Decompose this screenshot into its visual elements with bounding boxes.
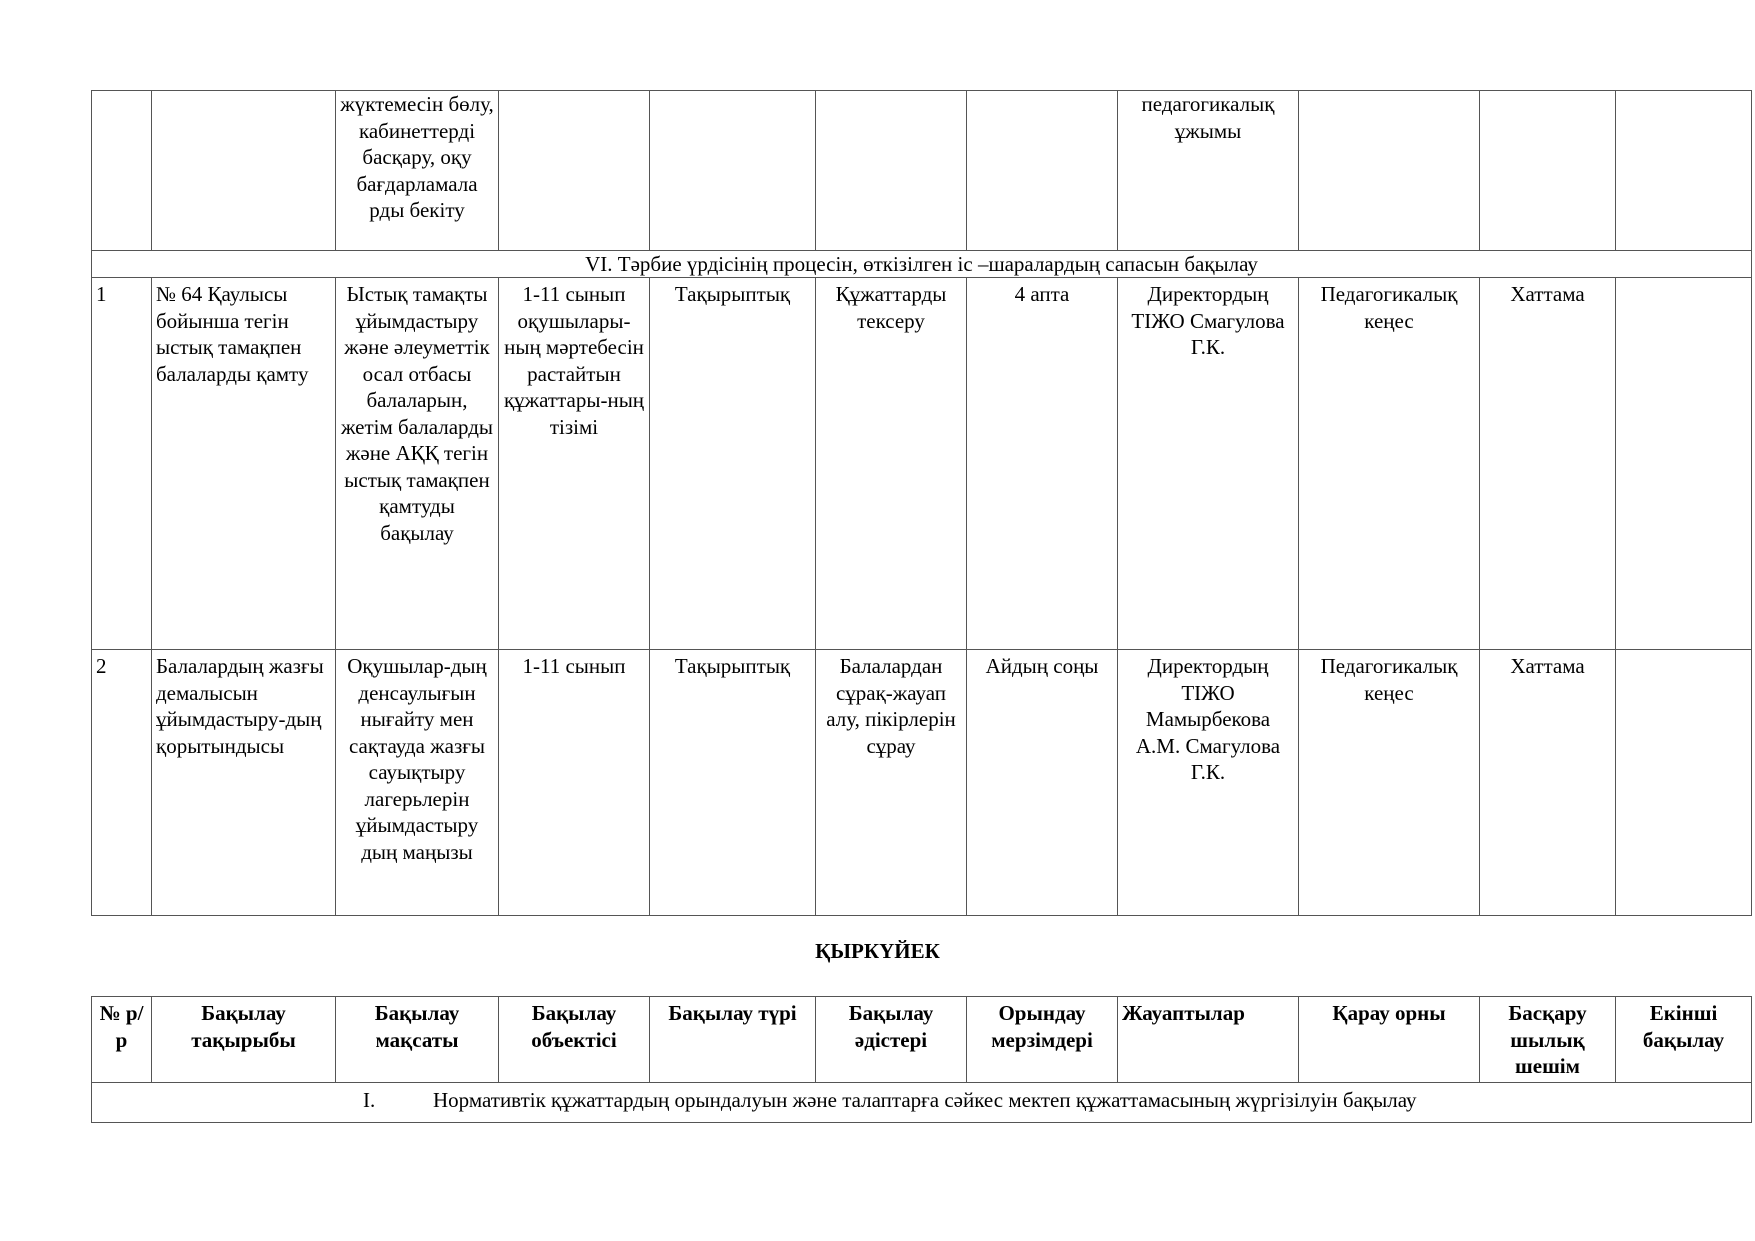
section-row: [92, 1083, 1752, 1123]
cell-methods: Құжаттарды тексеру: [816, 278, 967, 650]
table-row: [92, 650, 1752, 916]
cell-object: 1-11 сынып: [499, 650, 650, 916]
header-type: Бақылау түрі: [650, 997, 816, 1083]
cell-deadline: 4 апта: [967, 278, 1118, 650]
header-row: [92, 997, 1752, 1083]
cell-second: [1616, 650, 1752, 916]
header-place: Қарау орны: [1299, 997, 1480, 1083]
cell-num: 1: [92, 278, 152, 650]
section-text: Нормативтік құжаттардың орындалуын және талаптарға сәйкес мектеп құжаттамасының жүргізілуін бақылау: [433, 1088, 1417, 1112]
section-title: [92, 1083, 1752, 1123]
cell-methods: Балалардан сұрақ-жауап алу, пікірлерін сұрау: [816, 650, 967, 916]
month-title: ҚЫРКҮЙЕК: [815, 939, 940, 963]
cell-topic: № 64 Қаулысы бойынша тегін ыстық тамақпен балаларды қамту: [152, 278, 336, 650]
cell-purpose: Оқушылар-дың денсаулығын нығайту мен сақтауда жазғы сауықтыру лагерьлерін ұйымдастыру дың маңызы: [336, 650, 499, 916]
cell-second: [1616, 278, 1752, 650]
section-row: [92, 251, 1752, 278]
cell-num: [92, 91, 152, 251]
cell-place: [1299, 91, 1480, 251]
section-title: VI. Тәрбие үрдісінің процесін, өткізілген іс –шаралардың сапасын бақылау: [92, 251, 1752, 278]
cell-object: 1-11 сынып оқушылары-ның мәртебесін растайтын құжаттары-ның тізімі: [499, 278, 650, 650]
cell-object: [499, 91, 650, 251]
cell-topic: [152, 91, 336, 251]
cell-place: Педагогикалық кеңес: [1299, 650, 1480, 916]
header-second: Екінші бақылау: [1616, 997, 1752, 1083]
cell-place: Педагогикалық кеңес: [1299, 278, 1480, 650]
cell-num: 2: [92, 650, 152, 916]
cell-type: [650, 91, 816, 251]
cell-deadline: Айдың соңы: [967, 650, 1118, 916]
cell-decision: Хаттама: [1480, 278, 1616, 650]
header-object: Бақылау объектісі: [499, 997, 650, 1083]
header-responsible: Жауаптылар: [1118, 997, 1299, 1083]
cell-second: [1616, 91, 1752, 251]
control-plan-table-continued: [91, 90, 1752, 916]
cell-type: Тақырыптық: [650, 650, 816, 916]
header-decision: Басқару шылық шешім: [1480, 997, 1616, 1083]
header-deadline: Орындау мерзімдері: [967, 997, 1118, 1083]
cell-type: Тақырыптық: [650, 278, 816, 650]
table-row: [92, 278, 1752, 650]
cell-decision: [1480, 91, 1616, 251]
cell-responsible: Директордың ТІЖО Смагулова Г.К.: [1118, 278, 1299, 650]
cell-responsible: педагогикалық ұжымы: [1118, 91, 1299, 251]
header-purpose: Бақылау мақсаты: [336, 997, 499, 1083]
section-number: I.: [363, 1088, 376, 1112]
cell-methods: [816, 91, 967, 251]
continued-row: [92, 91, 1752, 251]
header-num: № р/р: [92, 997, 152, 1083]
cell-topic: Балалардың жазғы демалысын ұйымдастыру-дың қорытындысы: [152, 650, 336, 916]
header-methods: Бақылау әдістері: [816, 997, 967, 1083]
cell-deadline: [967, 91, 1118, 251]
cell-purpose: жүктемесін бөлу, кабинеттерді басқару, оқу бағдарламала рды бекіту: [336, 91, 499, 251]
control-plan-table: [91, 996, 1752, 1123]
cell-purpose: Ыстық тамақты ұйымдастыру және әлеуметтік осал отбасы балаларын, жетім балаларды және АҚҚ тегін ыстық тамақпен қамтуды бақылау: [336, 278, 499, 650]
cell-decision: Хаттама: [1480, 650, 1616, 916]
cell-responsible: Директордың ТІЖО Мамырбекова А.М. Смагулова Г.К.: [1118, 650, 1299, 916]
header-topic: Бақылау тақырыбы: [152, 997, 336, 1083]
